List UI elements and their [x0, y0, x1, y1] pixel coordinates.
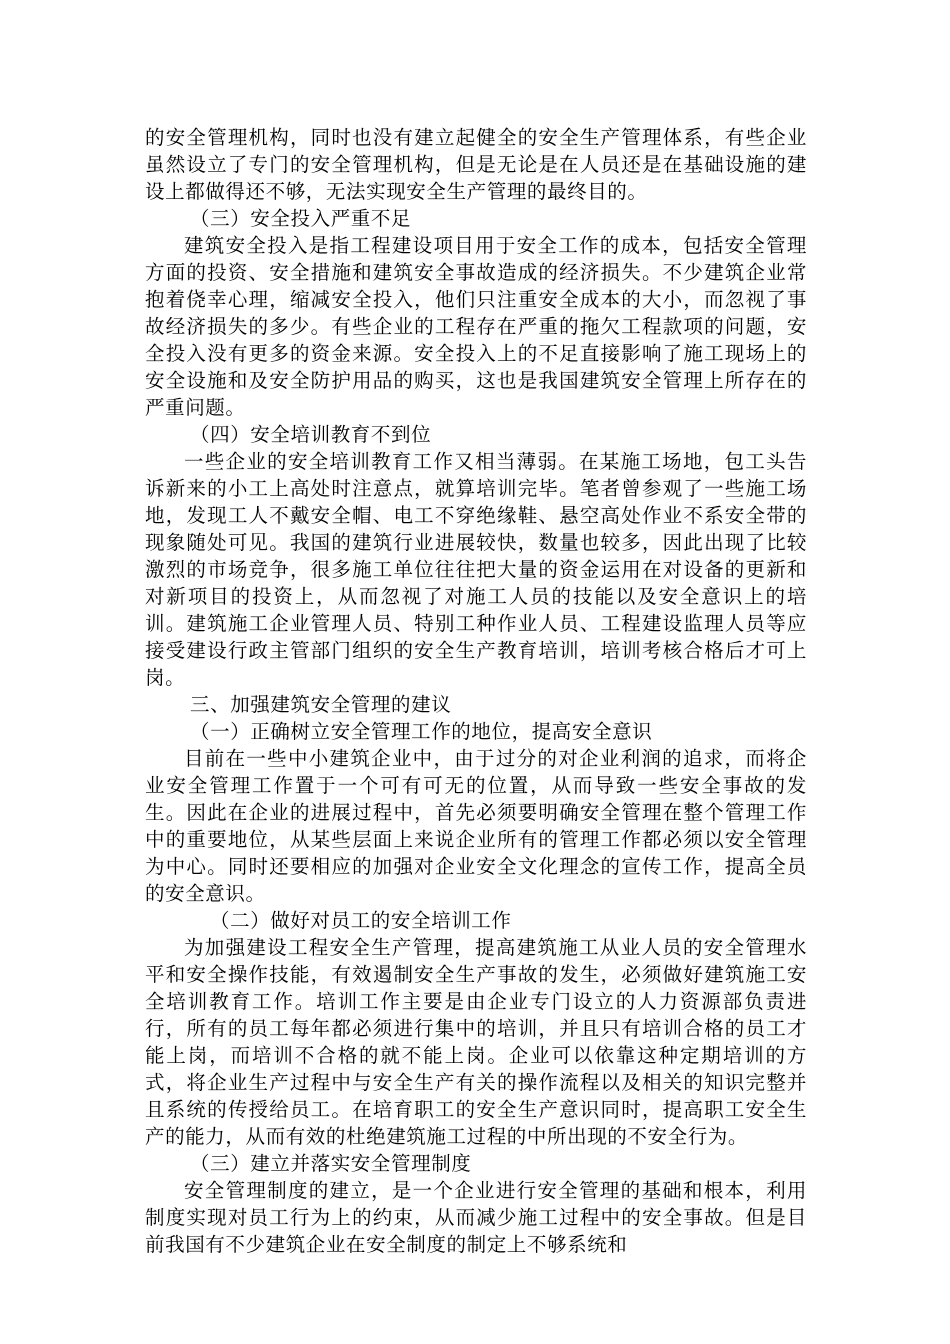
section-heading: （四）安全培训教育不到位: [190, 423, 432, 446]
section-heading: （一）正确树立安全管理工作的地位，提高安全意识: [190, 720, 653, 743]
paragraph: 一些企业的安全培训教育工作又相当薄弱。在某施工场地，包工头告诉新来的小工上高处时注意点，就算培训完毕。笔者曾参观了一些施工场地，发现工人不戴安全帽、电工不穿绝缘鞋、悬空高处作业不系安全带的现象随处可见。我国的建筑行业进展较快，数量也较多，因此出现了比较激烈的市场竞争，很多施工单位往往把大量的资金运用在对设备的更新和对新项目的投资上，从而忽视了对施工人员的技能以及安全意识上的培训。建筑施工企业管理人员、特别工种作业人员、工程建设监理人员等应接受建设行政主管部门组织的安全生产教育培训，培训考核合格后才可上岗。: [145, 450, 807, 689]
chapter-heading: 三、加强建筑安全管理的建议: [190, 693, 452, 716]
paragraph: 建筑安全投入是指工程建设项目用于安全工作的成本，包括安全管理方面的投资、安全措施和建筑安全事故造成的经济损失。不少建筑企业常抱着侥幸心理，缩减安全投入，他们只注重安全成本的大小，而忽视了事故经济损失的多少。有些企业的工程存在严重的拖欠工程款项的问题，安全投入没有更多的资金来源。安全投入上的不足直接影响了施工现场上的安全设施和及安全防护用品的购买，这也是我国建筑安全管理上所存在的严重问题。: [145, 234, 807, 419]
paragraph: 目前在一些中小建筑企业中，由于过分的对企业利润的追求，而将企业安全管理工作置于一个可有可无的位置，从而导致一些安全事故的发生。因此在企业的进展过程中，首先必须要明确安全管理在整个管理工作中的重要地位，从某些层面上来说企业所有的管理工作都必须以安全管理为中心。同时还要相应的加强对企业安全文化理念的宣传工作，提高全员的安全意识。: [145, 747, 807, 905]
section-heading: （三）建立并落实安全管理制度: [190, 1152, 472, 1175]
paragraph: 的安全管理机构，同时也没有建立起健全的安全生产管理体系，有些企业虽然设立了专门的安全管理机构，但是无论是在人员还是在基础设施的建设上都做得还不够，无法实现安全生产管理的最终目的。: [145, 126, 807, 203]
paragraph: 安全管理制度的建立，是一个企业进行安全管理的基础和根本，利用制度实现对员工行为上的约束，从而减少施工过程中的安全事故。但是目前我国有不少建筑企业在安全制度的制定上不够系统和: [145, 1179, 807, 1256]
document-page: [145, 124, 807, 1258]
section-heading: （三）安全投入严重不足: [190, 207, 412, 230]
paragraph: 为加强建设工程安全生产管理，提高建筑施工从业人员的安全管理水平和安全操作技能，有效遏制安全生产事故的发生，必须做好建筑施工安全培训教育工作。培训工作主要是由企业专门设立的人力资源部负责进行，所有的员工每年都必须进行集中的培训，并且只有培训合格的员工才能上岗，而培训不合格的就不能上岗。企业可以依靠这种定期培训的方式，将企业生产过程中与安全生产有关的操作流程以及相关的知识完整并且系统的传授给员工。在培育职工的安全生产意识同时，提高职工安全生产的能力，从而有效的杜绝建筑施工过程的中所出现的不安全行为。: [145, 936, 807, 1148]
section-heading: （二）做好对员工的安全培训工作: [210, 909, 512, 932]
